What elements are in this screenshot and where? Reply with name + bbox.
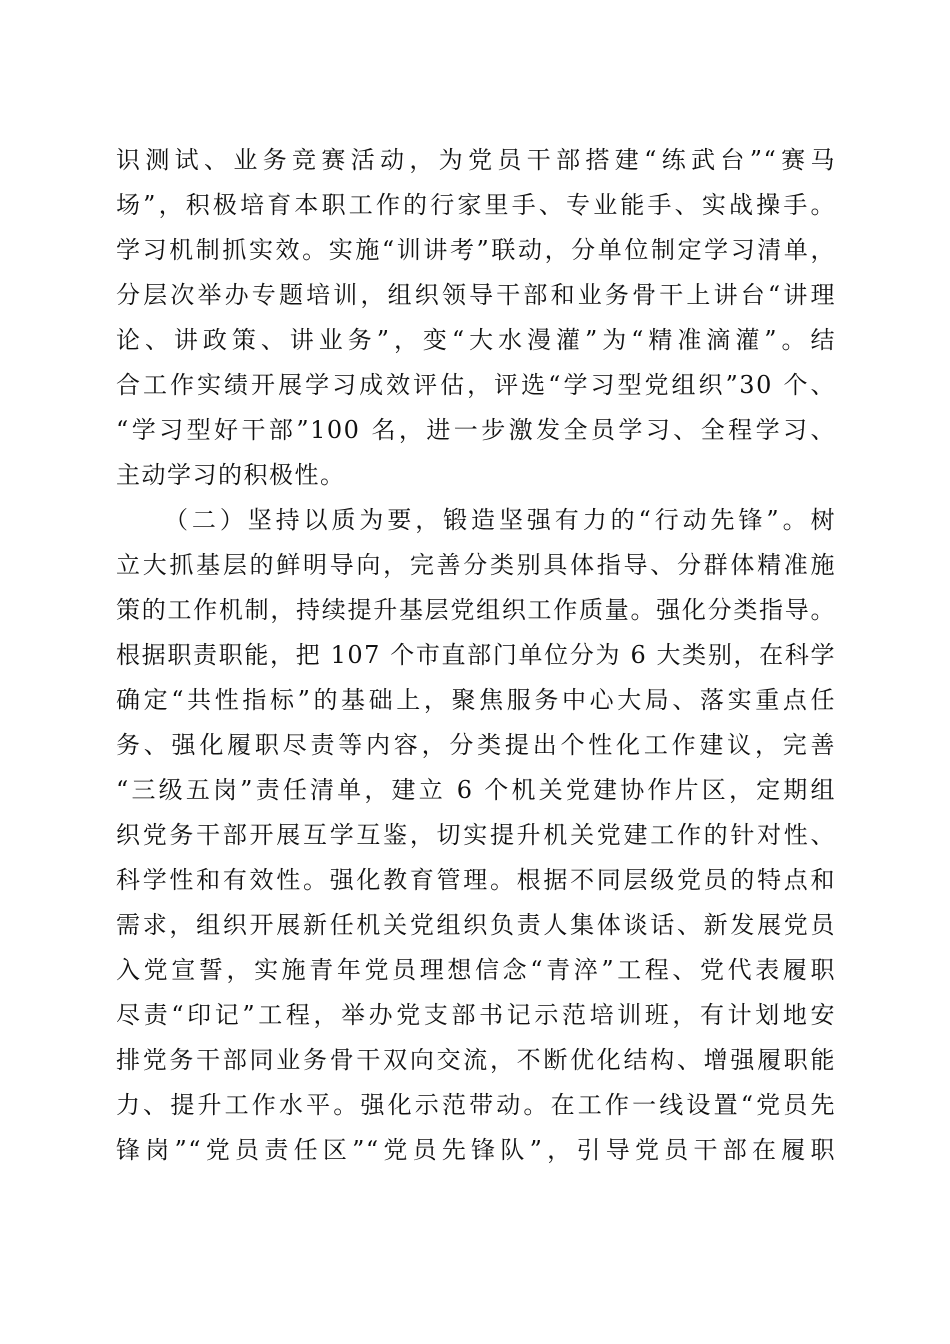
text-line: 务、强化履职尽责等内容，分类提出个性化工作建议，完善 [116,731,836,759]
text-line: 入党宣誓，实施青年党员理想信念“青淬”工程、党代表履职 [116,956,836,984]
paragraph-learning-mechanism [116,138,836,498]
section-heading-line: （二）坚持以质为要，锻造坚强有力的“行动先锋”。树 [164,506,836,534]
text-line: 合工作实绩开展学习成效评估，评选“学习型党组织”30 个、 [116,371,836,399]
text-line: 主动学习的积极性。 [116,461,346,489]
text-line: “学习型好干部”100 名，进一步激发全员学习、全程学习、 [116,416,836,444]
text-line: 立大抓基层的鲜明导向，完善分类别具体指导、分群体精准施 [116,551,836,579]
text-line: 学习机制抓实效。实施“训讲考”联动，分单位制定学习清单， [116,236,836,264]
text-line: 织党务干部开展互学互鉴，切实提升机关党建工作的针对性、 [116,821,836,849]
text-line: 尽责“印记”工程，举办党支部书记示范培训班，有计划地安 [116,1001,836,1029]
text-line: 识测试、业务竞赛活动，为党员干部搭建“练武台”“赛马 [116,146,836,174]
text-line: 根据职责职能，把 107 个市直部门单位分为 6 大类别，在科学 [116,641,836,669]
text-line: 论、讲政策、讲业务”，变“大水漫灌”为“精准滴灌”。结 [116,326,836,354]
document-body [116,138,836,1173]
text-line: 分层次举办专题培训，组织领导干部和业务骨干上讲台“讲理 [116,281,836,309]
text-line: “三级五岗”责任清单，建立 6 个机关党建协作片区，定期组 [116,776,836,804]
text-line: 排党务干部同业务骨干双向交流，不断优化结构、增强履职能 [116,1046,836,1074]
text-line: 锋岗”“党员责任区”“党员先锋队”，引导党员干部在履职 [116,1136,836,1164]
text-line: 场”，积极培育本职工作的行家里手、专业能手、实战操手。 [116,191,836,219]
text-line: 力、提升工作水平。强化示范带动。在工作一线设置“党员先 [116,1091,836,1119]
paragraph-section-two [116,498,836,1173]
text-line: 需求，组织开展新任机关党组织负责人集体谈话、新发展党员 [116,911,836,939]
text-line: 确定“共性指标”的基础上，聚焦服务中心大局、落实重点任 [116,686,836,714]
text-line: 策的工作机制，持续提升基层党组织工作质量。强化分类指导。 [116,596,836,624]
text-line: 科学性和有效性。强化教育管理。根据不同层级党员的特点和 [116,866,836,894]
